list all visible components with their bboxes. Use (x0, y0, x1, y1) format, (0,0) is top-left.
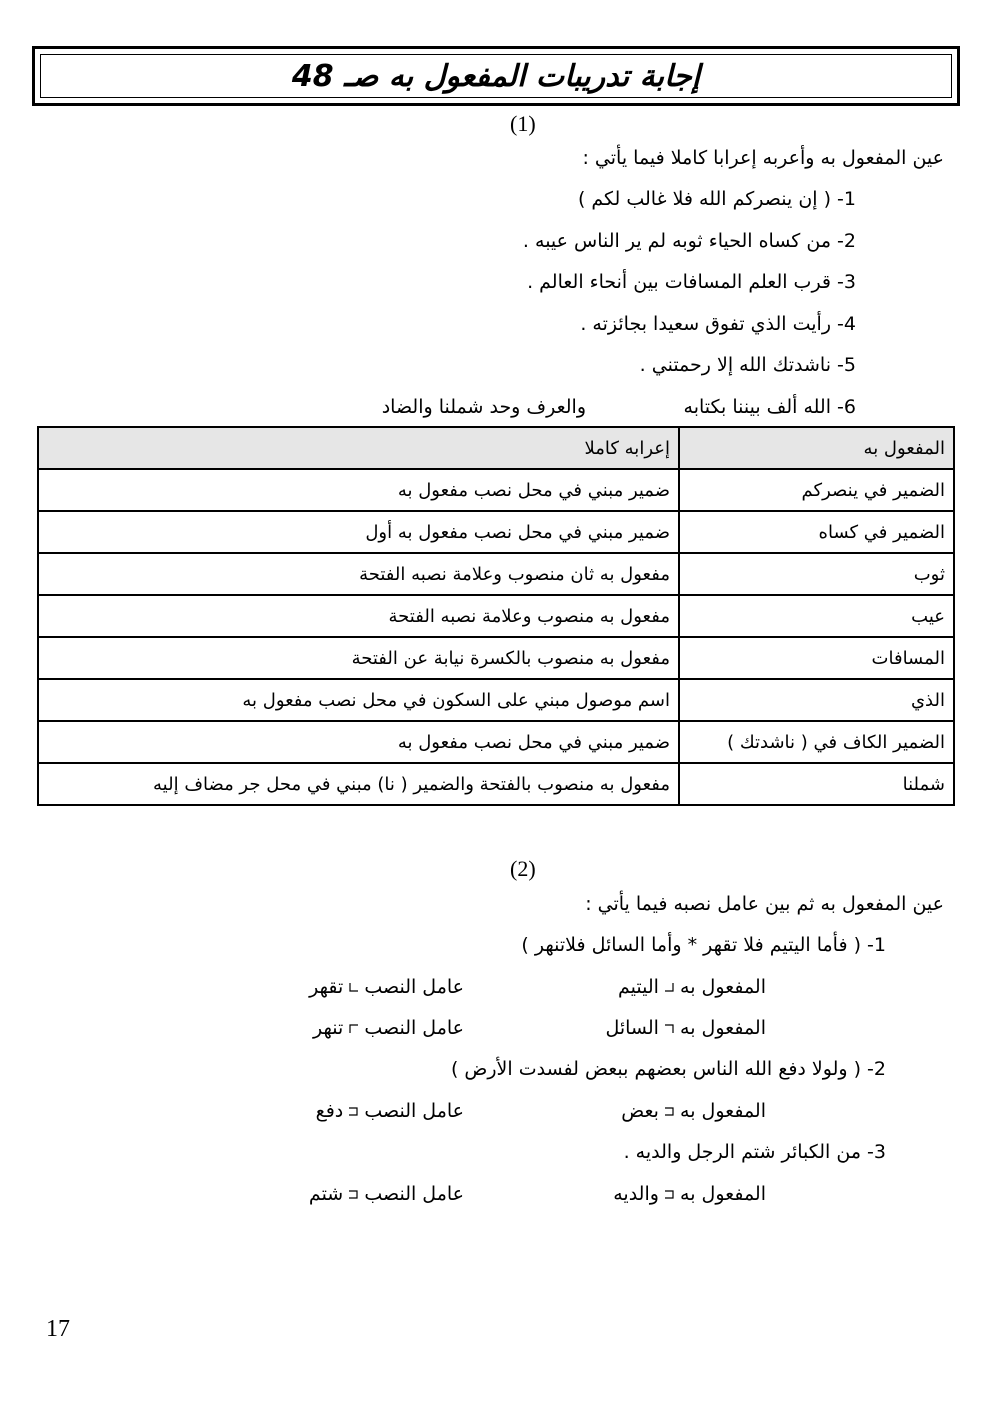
table-header-row (38, 427, 954, 469)
section-1-item: 4- رأيت الذي تفوق سعيدا بجائزته . (580, 313, 856, 335)
section-1-item: 3- قرب العلم المسافات بين أنحاء العالم . (527, 271, 856, 293)
table-cell-object: الضمير في ينصركم (679, 469, 954, 511)
table-cell-parsing: ضمير مبني في محل نصب مفعول به (38, 469, 679, 511)
agent-label: عامل النصب (364, 976, 464, 998)
object-label: المفعول به (680, 1017, 766, 1039)
table-row (38, 469, 954, 511)
page-number: 17 (46, 1316, 70, 1342)
object-label: المفعول به (680, 976, 766, 998)
answer-row (618, 976, 766, 998)
object-value: السائل (605, 1017, 659, 1039)
table-row (38, 553, 954, 595)
table-cell-object: عيب (679, 595, 954, 637)
table-cell-parsing: مفعول به منصوب بالكسرة نيابة عن الفتحة (38, 637, 679, 679)
table-row (38, 595, 954, 637)
table-row (38, 763, 954, 805)
answer-row (613, 1183, 766, 1205)
title-inner-frame (40, 54, 952, 98)
section-1-item: 5- ناشدتك الله إلا رحمتني . (639, 354, 856, 376)
object-label: المفعول به (680, 1100, 766, 1122)
agent-label: عامل النصب (364, 1183, 464, 1205)
table-row (38, 511, 954, 553)
table-cell-parsing: مفعول به ثان منصوب وعلامة نصبه الفتحة (38, 553, 679, 595)
agent-label: عامل النصب (364, 1017, 464, 1039)
table-cell-object: الذي (679, 679, 954, 721)
verse-second-half: والعرف وحد شملنا والضاد (381, 396, 586, 418)
object-value: والديه (613, 1183, 659, 1205)
table-cell-object: الضمير في كساه (679, 511, 954, 553)
answer-row (621, 1100, 766, 1122)
answer-row (309, 1183, 464, 1205)
answer-table (37, 426, 955, 806)
object-value: اليتيم (618, 976, 659, 998)
title-frame (32, 46, 960, 106)
bracket-right-icon (665, 1107, 674, 1116)
agent-value: تنهر (312, 1017, 344, 1039)
agent-value: تقهر (309, 976, 344, 998)
table-header-cell: إعرابه كاملا (38, 427, 679, 469)
page-title: إجابة تدريبات المفعول به صـ 48 (291, 58, 701, 94)
table-row (38, 721, 954, 763)
section-1-item: 1- ( إن ينصركم الله فلا غالب لكم ) (577, 188, 856, 210)
table-cell-object: المسافات (679, 637, 954, 679)
table-cell-parsing: مفعول به منصوب وعلامة نصبه الفتحة (38, 595, 679, 637)
corner-bottom-right-icon (665, 983, 674, 992)
table-row (38, 679, 954, 721)
agent-value: شتم (308, 1183, 344, 1205)
section-2-number: (2) (510, 856, 536, 881)
answer-row (605, 1017, 766, 1039)
answer-row (313, 1017, 464, 1039)
table-row (38, 637, 954, 679)
bracket-right-icon (665, 1190, 674, 1199)
table-cell-parsing: ضمير مبني في محل نصب مفعول به أول (38, 511, 679, 553)
section-2-question: 3- من الكبائر شتم الرجل والديه . (623, 1141, 886, 1163)
bracket-right-icon (349, 1190, 358, 1199)
bracket-right-icon (349, 1107, 358, 1116)
table-header-cell: المفعول به (679, 427, 954, 469)
corner-top-right-icon (665, 1024, 674, 1033)
table-cell-parsing: ضمير مبني في محل نصب مفعول به (38, 721, 679, 763)
table-cell-parsing: مفعول به منصوب بالفتحة والضمير ( نا) مبني في محل جر مضاف إليه (38, 763, 679, 805)
section-1-item: 6- الله ألف بيننا بكتابه (683, 396, 856, 418)
section-2-question: 1- ( فأما اليتيم فلا تقهر * وأما السائل فلاتنهر ) (521, 934, 886, 956)
table-cell-object: شملنا (679, 763, 954, 805)
section-1-item: 2- من كساه الحياء ثوبه لم ير الناس عيبه . (522, 230, 856, 252)
section-2-question: 2- ( ولولا دفع الله الناس بعضهم ببعض لفسدت الأرض ) (450, 1058, 886, 1080)
table-cell-parsing: اسم موصول مبني على السكون في محل نصب مفعول به (38, 679, 679, 721)
object-value: بعض (621, 1100, 659, 1122)
agent-label: عامل النصب (364, 1100, 464, 1122)
table-cell-object: الضمير الكاف في ( ناشدتك ) (679, 721, 954, 763)
section-2-instruction: عين المفعول به ثم بين عامل نصبه فيما يأتي : (585, 893, 944, 915)
corner-bottom-left-icon (349, 983, 358, 992)
answer-row (316, 1100, 464, 1122)
corner-top-left-icon (349, 1024, 358, 1033)
agent-value: دفع (315, 1100, 344, 1122)
section-1-instruction: عين المفعول به وأعربه إعرابا كاملا فيما يأتي : (582, 147, 944, 169)
object-label: المفعول به (680, 1183, 766, 1205)
section-1-number: (1) (510, 111, 536, 136)
answer-row (309, 976, 464, 998)
table-cell-object: ثوب (679, 553, 954, 595)
